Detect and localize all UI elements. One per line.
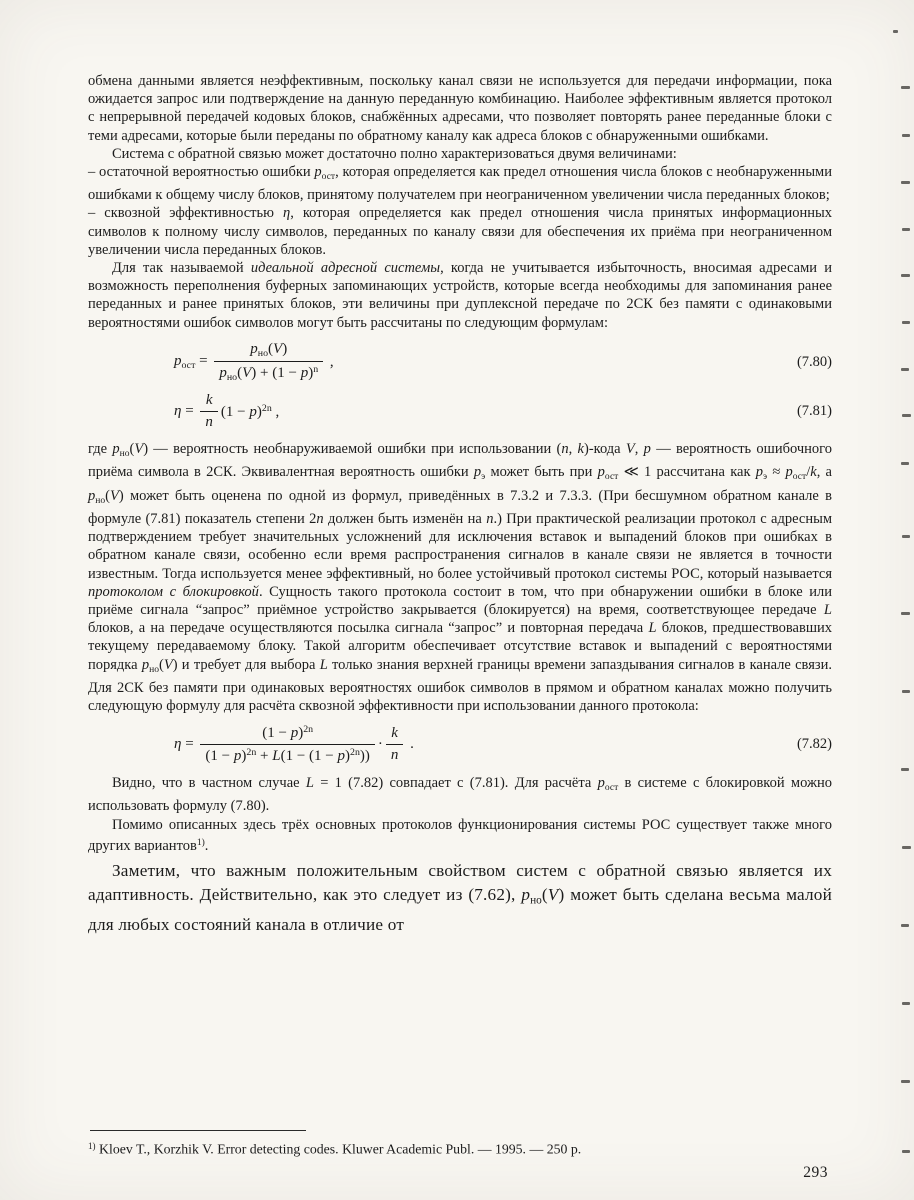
scan-artifact — [902, 134, 910, 137]
formula-lhs: $p_{ост}$ = — [174, 352, 212, 372]
paragraph-continuation: обмена данными является неэффективным, поскольку канал связи не используется для передачи информации, пока ожидается запрос или подтверждение на данную переданную комбинацию. Наиболее эффективным является протокол с непрерывной передачей кодовых блоков, снабжённых адресами, что позволяет повторять ранее переданные блоки с теми адресами, которые были переданы по обратному каналу как адреса блоков с обнаруженными ошибками. — [88, 73, 832, 144]
fraction-numerator: $(1 - p)^{2n}$ — [200, 724, 374, 745]
fraction-numerator: k — [386, 725, 404, 745]
fraction-numerator: k — [200, 392, 218, 412]
scan-artifact — [902, 414, 911, 417]
formula — [174, 724, 414, 765]
multiplication-dot: · — [377, 736, 383, 753]
scan-artifact — [902, 1150, 910, 1153]
equation-number: (7.82) — [796, 736, 832, 753]
scan-artifact — [901, 612, 910, 615]
scan-artifact — [902, 846, 911, 849]
paragraph: где $p_{но}(V)$ — вероятность необнаруживаемой ошибки при использовании (n, k)-кода V, p — вероятность ошибочного приёма символа в 2СК. Эквивалентная вероятность ошибки $p_э$ может быть при $p_{ост}$ ≪ 1 рассчитана как $p_э \approx p_{ост}/k$, а $p_{но}(V)$ может быть оценена по одной из формул, приведённых в 7.3.2 и 7.3.3. (При бесшумном обратном канале в формуле (7.81) показатель степени 2n должен быть изменён на n.) При практической реализации протокол с адресным подтверждением требует значительных усложнений для исключения вставок и выпадений блоков при ошибках в обратном канале связи, особенно если время распространения сигналов в канале связи не является в точности известным. Тогда используется менее эффективный, но более устойчивый протокол системы РОС, который называется протоколом с блокировкой. Сущность такого протокола состоит в том, что при обнаружении ошибки в блоке или приёме сигнала “запрос” приёмное устройство закрывается (блокируется) на время, соответствующее передаче L блоков, а на передаче осуществляются посылка сигнала “запрос” и повторная передача L блоков, предшествовавших текущему передаваемому блоку. Такой алгоритм обеспечивает отсутствие вставок и выпадений с вероятностями порядка $p_{но}(V)$ и требует для выбора L только знания верхней границы времени запаздывания сигналов в канале связи. Для 2СК без памяти при одинаковых вероятностях ошибок символов в прямом и обратном каналах можно получить следующую формулу для расчёта сквозной эффективности при использовании данного протокола: — [88, 441, 833, 714]
formula-tail: . — [406, 736, 414, 753]
list-item-residual-error: – остаточной вероятностью ошибки $p_{ост}$, которая определяется как предел отношения числа блоков с необнаруженными ошибками к общему числу блоков, принятому получателем при неограниченном увеличении числа переданных блоков; — [88, 164, 832, 204]
fraction — [386, 725, 404, 764]
scan-artifact — [902, 535, 910, 538]
text-column — [88, 72, 832, 938]
scan-artifact — [893, 30, 898, 33]
footnote-block — [88, 1130, 832, 1158]
scan-artifact — [902, 1002, 910, 1005]
scan-artifact — [901, 368, 909, 371]
fraction-numerator: $p_{но}(V)$ — [214, 341, 323, 362]
scan-artifact — [901, 274, 910, 277]
scan-artifact — [902, 321, 910, 324]
formula-lhs: η = — [174, 736, 198, 753]
paragraph: Для так называемой идеальной адресной системы, когда не учитывается избыточность, вносимая адресами и возможность переполнения буферных запоминающих устройств, которые всегда необходимы для запоминания ранее переданных и ранее принятых блоков, эти величины при дуплексной передаче по 2СК без памяти с одинаковыми вероятностями ошибок символов могут быть рассчитаны по следующим формулам: — [88, 260, 832, 331]
fraction-denominator: $p_{но}(V) + (1 - p)^n$ — [219, 364, 319, 384]
paragraph: Система с обратной связью может достаточно полно характеризоваться двумя величинами: — [112, 145, 677, 162]
scan-artifact — [902, 690, 910, 693]
scan-artifact — [901, 86, 910, 89]
scan-artifact — [902, 228, 910, 231]
footnote-rule — [90, 1130, 306, 1131]
equation-number: (7.81) — [796, 403, 832, 420]
scan-artifact — [901, 462, 909, 465]
paragraph-large-type: Заметим, что важным положительным свойством систем с обратной связью является их адаптивность. Действительно, как это следует из (7.62), $p_{но}(V)$ может быть сделана весьма малой для любых состояний канала в отличие от — [88, 860, 832, 935]
fraction — [214, 341, 323, 383]
equation-7-82 — [88, 724, 832, 765]
scan-artifact — [901, 768, 909, 771]
list-item-efficiency: – сквозной эффективностью η, которая определяется как предел отношения числа принятых информационных символов к полному числу символов, переданных по каналу связи для обеспечения их приёма при неограниченном увеличении числа переданных блоков. — [88, 205, 832, 258]
formula — [174, 392, 279, 431]
scan-artifact — [901, 181, 910, 184]
formula-lhs: η = — [174, 403, 198, 420]
fraction-denominator: n — [390, 747, 399, 764]
scan-artifact — [901, 1080, 910, 1083]
scan-artifact — [901, 924, 909, 927]
paragraph: Помимо описанных здесь трёх основных протоколов функционирования системы РОС существует также много других вариантов$^{1)}$. — [88, 816, 832, 854]
fraction — [200, 724, 374, 765]
footnote-text: $^{1)}$ Kloev T., Korzhik V. Error detecting codes. Kluwer Academic Publ. — 1995. — 250 p. — [88, 1141, 582, 1157]
equation-7-80 — [88, 341, 832, 383]
fraction-denominator: $(1 - p)^{2n} + L(1 - (1 - p)^{2n})$) — [205, 747, 370, 765]
fraction — [200, 392, 218, 431]
formula-tail: , — [326, 353, 334, 370]
formula-tail: $(1 - p)^{2n}$ , — [220, 402, 280, 420]
formula — [174, 341, 334, 383]
equation-number: (7.80) — [796, 353, 832, 370]
page-number: 293 — [803, 1164, 828, 1181]
paragraph: Видно, что в частном случае L = 1 (7.82) совпадает с (7.81). Для расчёта $p_{ост}$ в системе с блокировкой можно использовать формулу (7.80). — [88, 775, 832, 815]
fraction-denominator: n — [205, 414, 213, 431]
equation-7-81 — [88, 392, 832, 431]
